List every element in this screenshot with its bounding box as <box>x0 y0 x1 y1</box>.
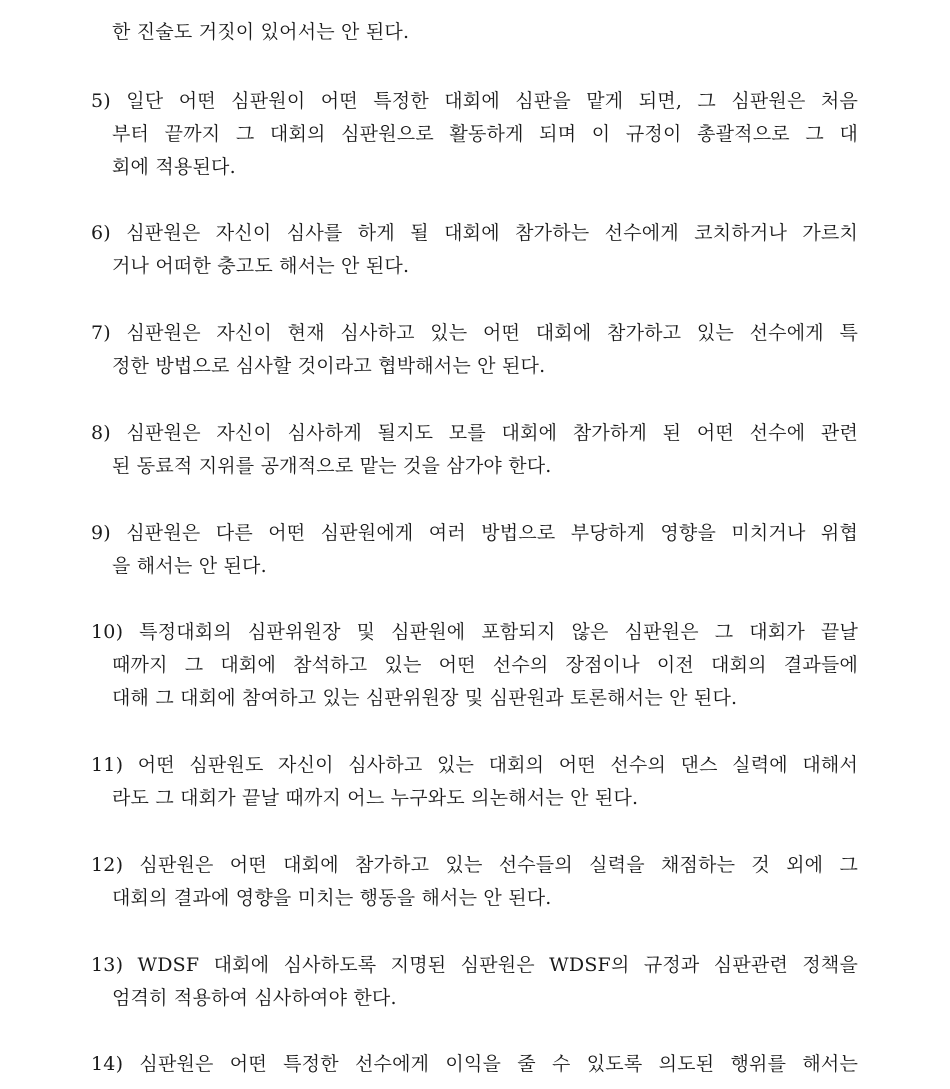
clause-line: 9) 심판원은 다른 어떤 심판원에게 여러 방법으로 부당하게 영향을 미치거나 위협 <box>91 522 858 544</box>
clause-line: 14) 심판원은 어떤 특정한 선수에게 이익을 줄 수 있도록 의도된 행위를 해서는 <box>91 1053 858 1075</box>
clause-line: 된 동료적 지위를 공개적으로 맡는 것을 삼가야 한다. <box>112 455 552 477</box>
clause-line: 을 해서는 안 된다. <box>112 555 267 577</box>
clause-line: 부터 끝까지 그 대회의 심판원으로 활동하게 되며 이 규정이 총괄적으로 그 대 <box>112 123 858 145</box>
clause-line: 대해 그 대회에 참여하고 있는 심판위원장 및 심판원과 토론해서는 안 된다. <box>112 687 738 709</box>
intro-tail-line: 한 진술도 거짓이 있어서는 안 된다. <box>112 21 410 43</box>
clause-line: 정한 방법으로 심사할 것이라고 협박해서는 안 된다. <box>112 355 546 377</box>
clause-line: 7) 심판원은 자신이 현재 심사하고 있는 어떤 대회에 참가하고 있는 선수에게 특 <box>91 322 858 344</box>
clause-line: 거나 어떠한 충고도 해서는 안 된다. <box>112 255 410 277</box>
clause-line: 12) 심판원은 어떤 대회에 참가하고 있는 선수들의 실력을 채점하는 것 외에 그 <box>91 854 858 876</box>
clause-line: 때까지 그 대회에 참석하고 있는 어떤 선수의 장점이나 이전 대회의 결과들에 <box>112 654 858 676</box>
clause-line: 6) 심판원은 자신이 심사를 하게 될 대회에 참가하는 선수에게 코치하거나 가르치 <box>91 222 858 244</box>
clause-line: 엄격히 적용하여 심사하여야 한다. <box>112 987 397 1009</box>
clause-line: 11) 어떤 심판원도 자신이 심사하고 있는 대회의 어떤 선수의 댄스 실력에 대해서 <box>91 754 858 776</box>
clause-line: 라도 그 대회가 끝날 때까지 어느 누구와도 의논해서는 안 된다. <box>112 787 639 809</box>
clause-line: 회에 적용된다. <box>112 156 236 178</box>
clause-line: 대회의 결과에 영향을 미치는 행동을 해서는 안 된다. <box>112 887 552 909</box>
clause-line: 10) 특정대회의 심판위원장 및 심판원에 포함되지 않은 심판원은 그 대회가 끝날 <box>91 621 858 643</box>
clause-line: 13) WDSF 대회에 심사하도록 지명된 심판원은 WDSF의 규정과 심판관련 정책을 <box>91 954 858 976</box>
clause-line: 8) 심판원은 자신이 심사하게 될지도 모를 대회에 참가하게 된 어떤 선수에 관련 <box>91 422 858 444</box>
clause-line: 5) 일단 어떤 심판원이 어떤 특정한 대회에 심판을 맡게 되면, 그 심판원은 처음 <box>91 90 858 112</box>
